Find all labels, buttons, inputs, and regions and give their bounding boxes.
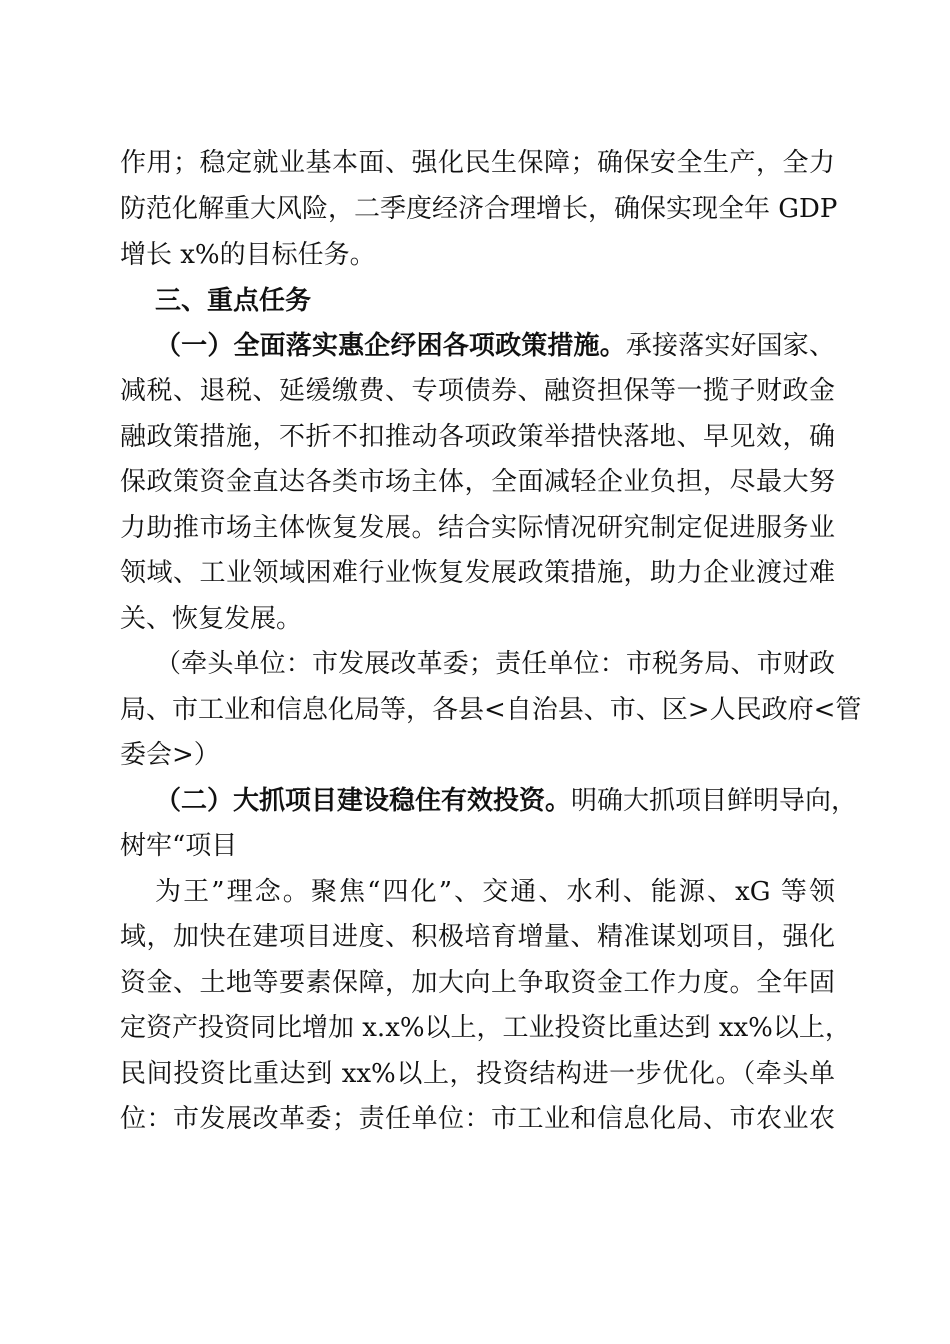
task-2-first-line-rest: 明确大抓项目鲜明导向， [571,786,858,816]
paragraph-line: 作用；稳定就业基本面、强化民生保障；确保安全生产，全力 [120,148,835,178]
paragraph-line: 资金、土地等要素保障，加大向上争取资金工作力度。全年固 [120,968,835,998]
responsibility-line: 委会>） [120,740,220,770]
paragraph-line: 树牢“项目 [120,831,238,861]
paragraph-line: 域，加快在建项目进度、积极培育增量、精准谋划项目，强化 [120,922,835,952]
paragraph-line: 领域、工业领域困难行业恢复发展政策措施，助力企业渡过难 [120,558,835,588]
paragraph-line: 为王”理念。聚焦“四化”、交通、水利、能源、xG 等领 [155,877,835,907]
task-2-first-line [155,786,858,816]
responsibility-line: （牵头单位：市发展改革委；责任单位：市税务局、市财政 [155,649,835,679]
paragraph-line: 减税、退税、延缓缴费、专项债券、融资担保等一揽子财政金 [120,376,835,406]
paragraph-line: 力助推市场主体恢复发展。结合实际情况研究制定促进服务业 [120,513,835,543]
paragraph-line: 民间投资比重达到 xx%以上，投资结构进一步优化。（牵头单 [120,1059,835,1089]
task-2-title: （二）大抓项目建设稳住有效投资。 [155,786,572,816]
task-1-first-line [155,331,835,361]
paragraph-line: 定资产投资同比增加 x.x%以上，工业投资比重达到 xx%以上， [120,1013,851,1043]
section-heading: 三、重点任务 [155,286,312,316]
paragraph-line: 防范化解重大风险，二季度经济合理增长，确保实现全年 GDP [120,194,838,224]
paragraph-line: 保政策资金直达各类市场主体，全面减轻企业负担，尽最大努 [120,467,835,497]
task-1-title: （一）全面落实惠企纾困各项政策措施。 [155,331,626,361]
paragraph-line: 位：市发展改革委；责任单位：市工业和信息化局、市农业农 [120,1104,835,1134]
responsibility-line: 局、市工业和信息化局等，各县<自治县、市、区>人民政府<管 [120,695,862,725]
paragraph-line: 增长 x%的目标任务。 [120,240,376,270]
task-1-first-line-rest: 承接落实好国家、 [625,331,835,361]
paragraph-line: 融政策措施，不折不扣推动各项政策举措快落地、早见效，确 [120,422,835,452]
paragraph-line: 关、恢复发展。 [120,604,303,634]
